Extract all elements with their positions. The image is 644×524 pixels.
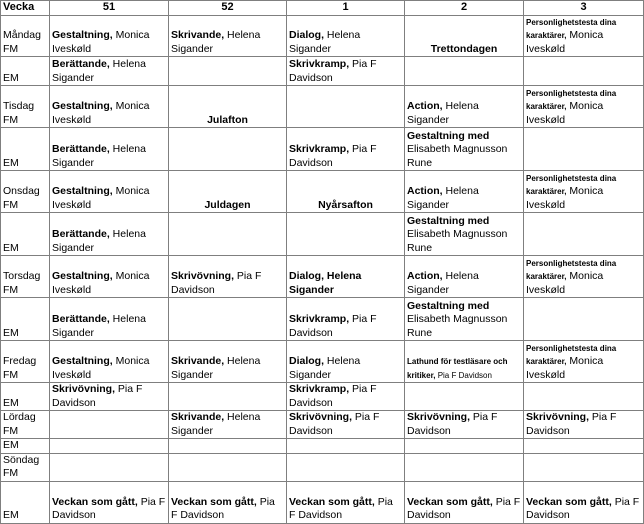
schedule-cell <box>287 481 405 523</box>
day-label: Tisdag FM <box>1 86 50 128</box>
header-vecka: Vecka <box>1 1 50 16</box>
schedule-cell <box>405 439 524 454</box>
header-week: 1 <box>287 1 405 16</box>
schedule-body <box>1 15 644 523</box>
header-week: 3 <box>524 1 644 16</box>
schedule-cell <box>405 481 524 523</box>
session-teacher: Pia F Davidson <box>289 313 377 339</box>
session-teacher: Pia F Davidson <box>407 411 498 437</box>
schedule-cell <box>524 298 644 341</box>
schedule-cell <box>50 439 169 454</box>
schedule-cell <box>405 298 524 341</box>
session-title: Personlighetstesta dina karaktärer, <box>526 343 617 366</box>
session-teacher: Pia F Davidson <box>289 143 377 169</box>
session-teacher: Pia F Davidson <box>171 495 275 521</box>
schedule-cell <box>287 341 405 383</box>
schedule-cell <box>524 439 644 454</box>
session-title: Veckan som gått, <box>171 495 257 508</box>
schedule-cell <box>50 256 169 298</box>
session-title: Trettondagen <box>430 42 498 55</box>
table-row <box>1 213 644 256</box>
schedule-cell <box>405 57 524 86</box>
session-teacher: Pia F Davidson <box>289 495 393 521</box>
session-title: Gestaltning, <box>52 100 113 112</box>
schedule-cell <box>287 128 405 171</box>
session-teacher: Pia F Davidson <box>52 495 166 521</box>
session-teacher: Monica Iveskøld <box>526 29 604 55</box>
session-title: Personlighetstesta dina karaktärer, <box>526 88 617 111</box>
schedule-cell <box>50 15 169 57</box>
schedule-cell <box>169 213 287 256</box>
schedule-cell <box>169 383 287 411</box>
session-teacher: Pia F Davidson <box>289 411 380 437</box>
schedule-cell <box>169 128 287 171</box>
schedule-cell <box>524 481 644 523</box>
schedule-cell <box>50 383 169 411</box>
session-title: Action, <box>407 100 443 112</box>
schedule-cell <box>524 341 644 383</box>
session-title: Skrivkramp, <box>289 143 350 155</box>
schedule-cell <box>50 411 169 439</box>
table-row <box>1 256 644 298</box>
session-teacher: Pia F Davidson <box>289 383 377 409</box>
schedule-cell <box>524 171 644 213</box>
session-teacher: Monica Iveskøld <box>526 185 604 211</box>
session-teacher: Monica Iveskøld <box>526 100 604 126</box>
day-label: EM <box>1 128 50 171</box>
session-title: Skrivövning, <box>289 411 353 423</box>
schedule-cell <box>405 256 524 298</box>
session-title: Lathund för testläsare och kritiker, <box>407 357 508 380</box>
schedule-cell <box>169 481 287 523</box>
day-label: EM <box>1 481 50 523</box>
schedule-cell <box>169 57 287 86</box>
table-row <box>1 411 644 439</box>
session-title: Dialog, <box>289 355 325 367</box>
schedule-cell <box>169 439 287 454</box>
session-teacher: Monica Iveskøld <box>52 100 150 126</box>
session-teacher: Monica Iveskøld <box>526 270 604 296</box>
session-title: Julafton <box>207 113 248 126</box>
session-title: Veckan som gått, <box>52 495 138 508</box>
schedule-cell <box>50 213 169 256</box>
schedule-cell <box>287 439 405 454</box>
schedule-cell <box>405 411 524 439</box>
table-row <box>1 383 644 411</box>
header-week: 52 <box>169 1 287 16</box>
schedule-cell <box>169 171 287 213</box>
session-teacher: Helena Sigander <box>171 411 261 437</box>
schedule-cell <box>169 298 287 341</box>
session-teacher: Helena Sigander <box>52 313 146 339</box>
session-title: Skrivande, <box>171 411 225 423</box>
session-teacher: Helena Sigander <box>289 355 361 381</box>
schedule-cell <box>287 57 405 86</box>
day-label: EM <box>1 383 50 411</box>
session-title: Skrivövning, <box>171 270 235 282</box>
session-title: Berättande, <box>52 143 110 155</box>
session-title: Gestaltning, <box>52 355 113 367</box>
session-teacher: Pia F Davidson <box>526 411 617 437</box>
schedule-cell <box>524 57 644 86</box>
session-teacher: Elisabeth Magnusson Rune <box>407 313 508 339</box>
header-row <box>1 1 644 16</box>
session-title: Berättande, <box>52 58 110 70</box>
session-title: Personlighetstesta dina karaktärer, <box>526 258 617 281</box>
session-teacher: Elisabeth Magnusson Rune <box>407 228 508 254</box>
session-title: Action, <box>407 270 443 282</box>
session-title: Berättande, <box>52 228 110 240</box>
session-title: Gestaltning med <box>407 214 490 227</box>
schedule-cell <box>524 86 644 128</box>
schedule-cell <box>524 15 644 57</box>
schedule-cell <box>287 298 405 341</box>
table-row <box>1 15 644 57</box>
session-teacher: Pia F Davidson <box>289 58 377 84</box>
session-teacher: Helena Sigander <box>171 29 261 55</box>
session-teacher: Helena Sigander <box>289 29 361 55</box>
session-title: Berättande, <box>52 313 110 325</box>
session-title: Gestaltning, <box>52 270 113 282</box>
schedule-cell <box>287 171 405 213</box>
session-teacher: Helena Sigander <box>52 143 146 169</box>
schedule-cell <box>50 341 169 383</box>
session-teacher: Monica Iveskøld <box>52 270 150 296</box>
session-teacher: Pia F Davidson <box>526 495 640 521</box>
schedule-cell <box>405 128 524 171</box>
session-title: Skrivövning, <box>526 411 590 423</box>
session-title: Dialog, <box>289 29 325 41</box>
day-label: EM <box>1 439 50 454</box>
schedule-cell <box>169 15 287 57</box>
day-label: EM <box>1 57 50 86</box>
schedule-cell <box>287 15 405 57</box>
schedule-cell <box>405 341 524 383</box>
table-row <box>1 128 644 171</box>
session-title: Skrivande, <box>171 355 225 367</box>
session-teacher: Pia F Davidson <box>171 270 262 296</box>
schedule-cell <box>287 453 405 481</box>
session-teacher: Pia F Davidson <box>435 370 492 380</box>
table-row <box>1 171 644 213</box>
session-title: Action, <box>407 185 443 197</box>
session-teacher: Helena Sigander <box>407 100 479 126</box>
schedule-cell <box>287 256 405 298</box>
schedule-cell <box>405 15 524 57</box>
session-title: Veckan som gått, <box>526 495 612 508</box>
schedule-cell <box>524 213 644 256</box>
schedule-cell <box>50 481 169 523</box>
table-row <box>1 298 644 341</box>
session-title: Juldagen <box>204 198 251 211</box>
schedule-cell <box>405 213 524 256</box>
schedule-cell <box>169 86 287 128</box>
schedule-cell <box>169 453 287 481</box>
session-title: Veckan som gått, <box>407 495 493 508</box>
schedule-cell <box>287 86 405 128</box>
session-title: Skrivkramp, <box>289 58 350 70</box>
session-teacher: Monica Iveskøld <box>52 185 150 211</box>
session-teacher: Helena Sigander <box>407 270 479 296</box>
session-teacher: Pia F Davidson <box>407 495 521 521</box>
day-label: Lördag FM <box>1 411 50 439</box>
day-label: Torsdag FM <box>1 256 50 298</box>
session-title: Skrivkramp, <box>289 313 350 325</box>
session-title: Veckan som gått, <box>289 495 375 508</box>
session-teacher: Elisabeth Magnusson Rune <box>407 143 508 169</box>
session-title: Gestaltning med <box>407 129 490 142</box>
session-title: Skrivövning, <box>407 411 471 423</box>
session-teacher: Helena Sigander <box>52 58 146 84</box>
session-teacher: Helena Sigander <box>171 355 261 381</box>
schedule-cell <box>405 453 524 481</box>
schedule-cell <box>169 256 287 298</box>
session-title: Dialog, Helena Sigander <box>289 270 362 296</box>
schedule-cell <box>50 86 169 128</box>
schedule-cell <box>405 383 524 411</box>
schedule-cell <box>524 453 644 481</box>
table-row <box>1 481 644 523</box>
schedule-cell <box>50 57 169 86</box>
session-title: Skrivande, <box>171 29 225 41</box>
day-label: EM <box>1 213 50 256</box>
session-teacher: Pia F Davidson <box>52 383 143 409</box>
table-row <box>1 341 644 383</box>
schedule-cell <box>50 171 169 213</box>
session-teacher: Helena Sigander <box>52 228 146 254</box>
session-teacher: Monica Iveskøld <box>526 355 604 381</box>
session-title: Gestaltning, <box>52 29 113 41</box>
day-label: Söndag FM <box>1 453 50 481</box>
schedule-cell <box>50 453 169 481</box>
session-title: Personlighetstesta dina karaktärer, <box>526 17 617 40</box>
schedule-cell <box>524 411 644 439</box>
table-row <box>1 439 644 454</box>
schedule-cell <box>169 341 287 383</box>
session-title: Gestaltning med <box>407 299 490 312</box>
schedule-cell <box>287 213 405 256</box>
session-teacher: Monica Iveskøld <box>52 355 150 381</box>
schedule-cell <box>524 256 644 298</box>
session-title: Personlighetstesta dina karaktärer, <box>526 173 617 196</box>
session-teacher: Monica Iveskøld <box>52 29 150 55</box>
table-row <box>1 86 644 128</box>
session-teacher: Helena Sigander <box>407 185 479 211</box>
table-row <box>1 453 644 481</box>
schedule-cell <box>405 171 524 213</box>
schedule-cell <box>287 383 405 411</box>
schedule-cell <box>405 86 524 128</box>
header-week: 2 <box>405 1 524 16</box>
table-row <box>1 57 644 86</box>
schedule-cell <box>50 298 169 341</box>
session-title: Nyårsafton <box>318 198 373 211</box>
schedule-cell <box>524 128 644 171</box>
day-label: Fredag FM <box>1 341 50 383</box>
day-label: Onsdag FM <box>1 171 50 213</box>
header-week: 51 <box>50 1 169 16</box>
schedule-cell <box>169 411 287 439</box>
schedule-cell <box>287 411 405 439</box>
session-title: Gestaltning, <box>52 185 113 197</box>
schedule-cell <box>50 128 169 171</box>
session-title: Skrivövning, <box>52 383 116 395</box>
session-title: Skrivkramp, <box>289 383 350 395</box>
day-label: EM <box>1 298 50 341</box>
schedule-cell <box>524 383 644 411</box>
day-label: Måndag FM <box>1 15 50 57</box>
